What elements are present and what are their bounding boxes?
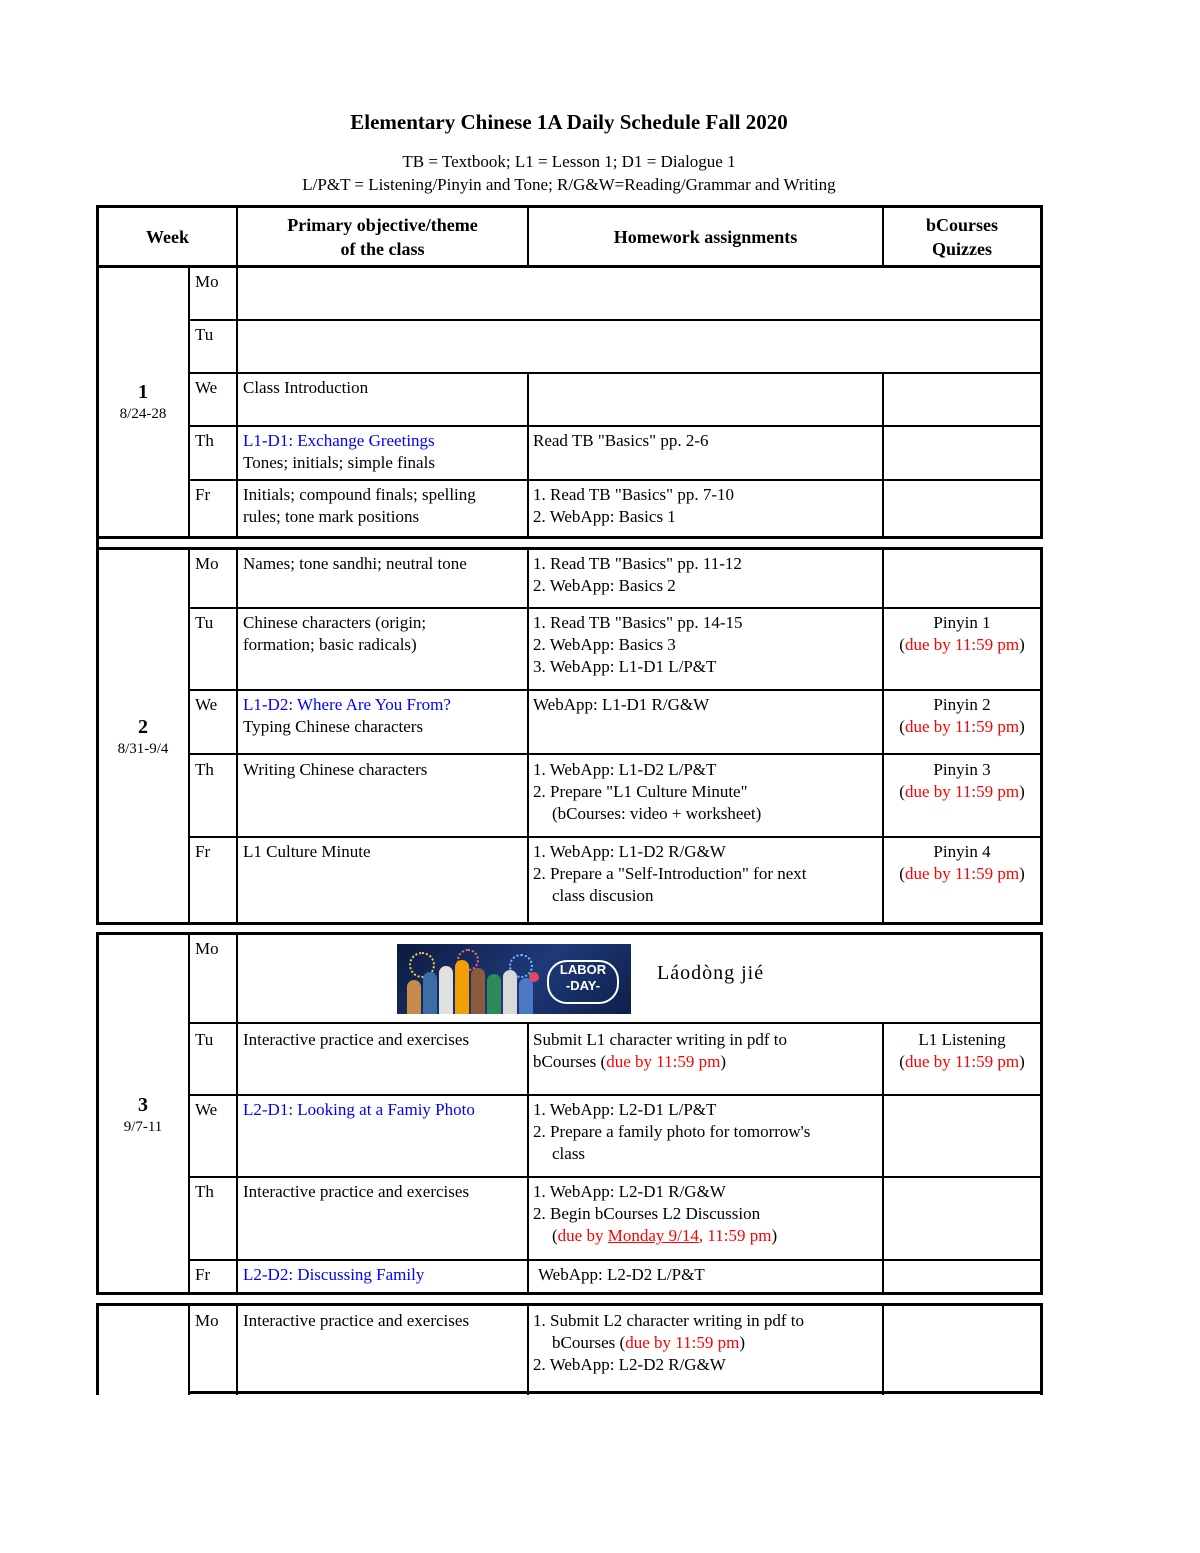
header-week: Week: [146, 226, 189, 247]
objective-cell: Writing Chinese characters: [243, 760, 428, 779]
homework-cell: Submit L1 character writing in pdf to bCourses (due by 11:59 pm): [533, 1030, 787, 1071]
day-label: Mo: [195, 272, 219, 291]
day-label: We: [195, 695, 218, 714]
homework-cell: 1. Read TB "Basics" pp. 11-12 2. WebApp: Basics 2: [533, 554, 742, 595]
day-label: We: [195, 378, 218, 397]
header-objective: Primary objective/theme of the class: [287, 214, 478, 259]
week-label-2: 2 8/31-9/4: [117, 716, 169, 757]
homework-cell: Read TB "Basics" pp. 2-6: [533, 431, 709, 450]
lesson-link[interactable]: L2-D2: Discussing Family: [243, 1265, 425, 1284]
day-label: Tu: [195, 613, 214, 632]
lesson-link[interactable]: L1-D1: Exchange Greetings: [243, 431, 435, 450]
labor-day-banner-image: [397, 944, 631, 1014]
objective-cell: Interactive practice and exercises: [243, 1030, 470, 1049]
legend-line-1: TB = Textbook; L1 = Lesson 1; D1 = Dialogue 1: [402, 152, 736, 171]
day-label: Mo: [195, 1311, 219, 1330]
quiz-cell: L1 Listening (due by 11:59 pm): [899, 1030, 1025, 1071]
labor-day-sign: LABOR -DAY-: [547, 960, 619, 1004]
day-label: Th: [195, 1182, 214, 1201]
quiz-cell: Pinyin 1 (due by 11:59 pm): [899, 613, 1025, 654]
objective-cell: Class Introduction: [243, 378, 369, 397]
objective-cell: Chinese characters (origin; formation; basic radicals): [243, 613, 427, 654]
quiz-cell: Pinyin 3 (due by 11:59 pm): [899, 760, 1025, 801]
homework-cell: 1. WebApp: L1-D2 L/P&T 2. Prepare "L1 Culture Minute" (bCourses: video + worksheet): [533, 760, 762, 823]
homework-cell: 1. Read TB "Basics" pp. 14-15 2. WebApp: Basics 3 3. WebApp: L1-D1 L/P&T: [533, 613, 743, 676]
week-label-1: 1 8/24-28: [119, 381, 167, 422]
day-label: We: [195, 1100, 218, 1119]
homework-cell: 1. WebApp: L2-D1 L/P&T 2. Prepare a family photo for tomorrow's class: [533, 1100, 811, 1163]
objective-cell: L1-D2: Where Are You From? Typing Chinese characters: [243, 695, 451, 736]
header-quizzes: bCourses Quizzes: [925, 214, 998, 259]
objective-cell: Names; tone sandhi; neutral tone: [243, 554, 467, 573]
objective-cell: [243, 1264, 424, 1286]
day-label: Th: [195, 760, 214, 779]
quiz-cell: Pinyin 2 (due by 11:59 pm): [899, 695, 1025, 736]
homework-cell: 1. Submit L2 character writing in pdf to bCourses (due by 11:59 pm) 2. WebApp: L2-D2 R/G&W: [533, 1311, 804, 1374]
week-label-3: 3 9/7-11: [123, 1094, 163, 1135]
homework-cell: 1. WebApp: L1-D2 R/G&W 2. Prepare a "Self-Introduction" for next class discusion: [533, 842, 807, 905]
day-label: Mo: [195, 554, 219, 573]
homework-cell: 1. WebApp: L2-D1 R/G&W 2. Begin bCourses L2 Discussion (due by Monday 9/14, 11:59 pm): [533, 1182, 778, 1245]
day-label: Tu: [195, 325, 214, 344]
objective-cell: Interactive practice and exercises: [243, 1311, 470, 1330]
objective-cell: L1-D1: Exchange Greetings Tones; initials; simple finals: [243, 431, 435, 472]
objective-cell: Initials; compound finals; spelling rules; tone mark positions: [243, 485, 476, 526]
homework-cell: WebApp: L2-D2 L/P&T: [538, 1265, 705, 1284]
quiz-cell: Pinyin 4 (due by 11:59 pm): [899, 842, 1025, 883]
header-homework: Homework assignments: [613, 226, 798, 247]
objective-cell: Interactive practice and exercises: [243, 1182, 470, 1201]
day-label: Fr: [195, 1265, 211, 1284]
day-label: Tu: [195, 1030, 214, 1049]
holiday-name: Láodòng jié: [657, 962, 765, 984]
day-label: Th: [195, 431, 214, 450]
lesson-link[interactable]: L1-D2: Where Are You From?: [243, 695, 451, 714]
day-label: Fr: [195, 485, 211, 504]
homework-cell: WebApp: L1-D1 R/G&W: [533, 695, 710, 714]
day-label: Mo: [195, 939, 219, 958]
day-label: Fr: [195, 842, 211, 861]
objective-cell: L1 Culture Minute: [243, 842, 371, 861]
lesson-link[interactable]: L2-D1: Looking at a Famiy Photo: [243, 1100, 475, 1119]
homework-cell: 1. Read TB "Basics" pp. 7-10 2. WebApp: Basics 1: [533, 485, 735, 526]
legend-line-2: L/P&T = Listening/Pinyin and Tone; R/G&W=Reading/Grammar and Writing: [302, 175, 836, 194]
objective-cell: [243, 1099, 475, 1121]
page-title: Elementary Chinese 1A Daily Schedule Fall 2020: [350, 110, 788, 134]
